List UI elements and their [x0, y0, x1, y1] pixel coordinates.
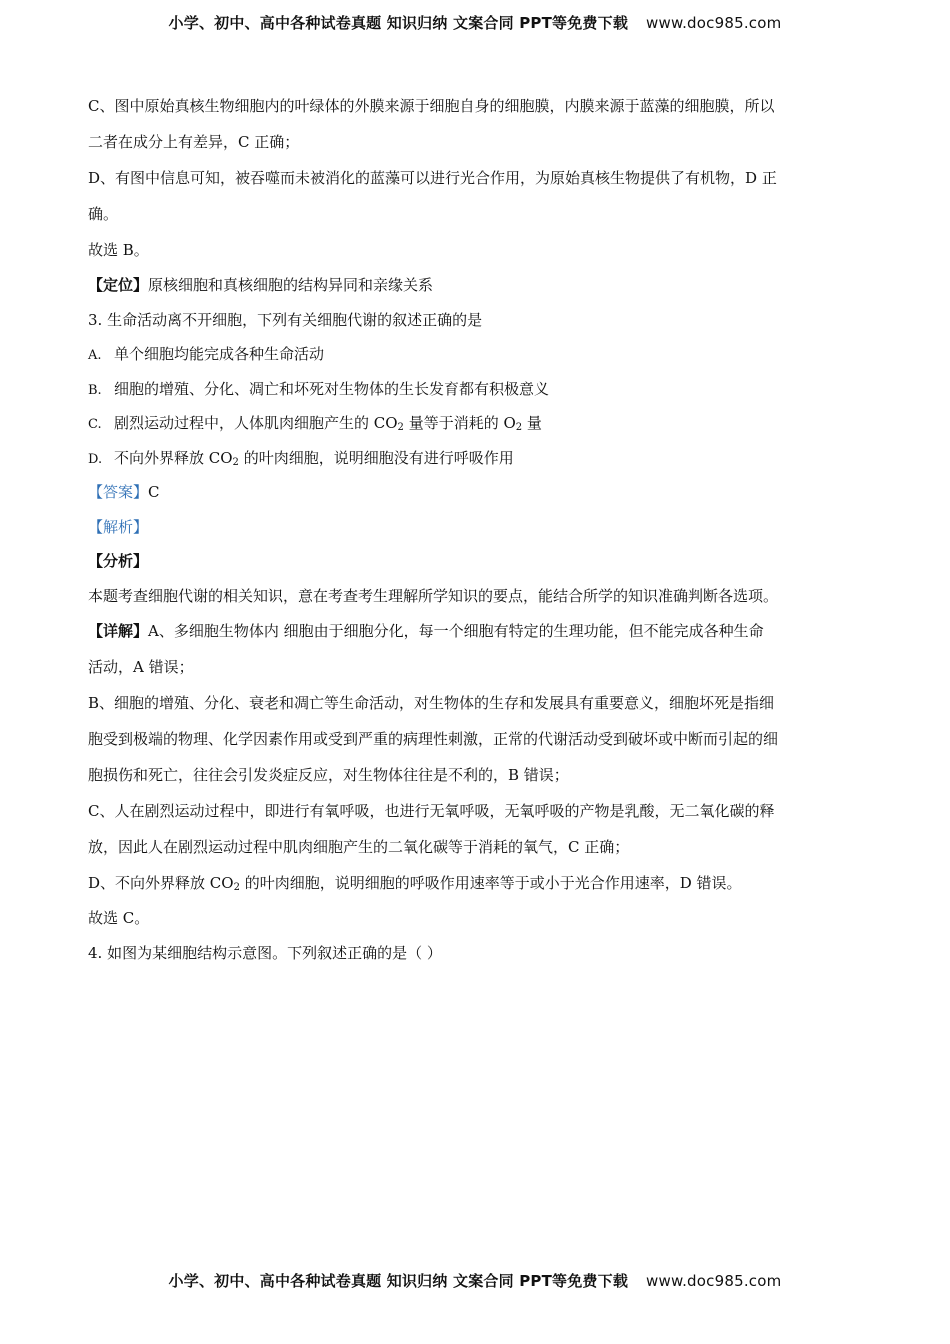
text-line: 本题考查细胞代谢的相关知识，意在考查考生理解所学知识的要点，能结合所学的知识准确判断各选项。	[88, 586, 779, 605]
answer-value: C	[148, 483, 160, 501]
text-line: 胞损伤和死亡，往往会引发炎症反应，对生物体往往是不利的，B 错误；	[88, 766, 569, 784]
text-line: 故选 B。	[88, 241, 149, 259]
footer-banner-url[interactable]: www.doc985.com	[646, 1272, 782, 1290]
text-line: C、人在剧烈运动过程中，即进行有氧呼吸，也进行无氧呼吸，无氧呼吸的产物是乳酸，无二氧化碳的释	[88, 802, 775, 820]
text-line: 胞受到极端的物理、化学因素作用或受到严重的病理性刺激，正常的代谢活动受到破坏或中断而引起的细	[88, 730, 779, 748]
option-c	[88, 406, 863, 441]
location-text: 原核细胞和真核细胞的结构异同和亲缘关系	[148, 276, 434, 294]
option-c-text-b: 量等于消耗的 O	[403, 414, 516, 432]
header-banner-text: 小学、初中、高中各种试卷真题 知识归纳 文案合同 PPT等免费下载	[168, 14, 629, 32]
subscript: 2	[397, 422, 404, 433]
option-c-text-a: 剧烈运动过程中，人体肌肉细胞产生的 CO	[114, 414, 398, 432]
option-c-letter: C.	[88, 417, 102, 432]
option-b-text: 细胞的增殖、分化、凋亡和坏死对生物体的生长发育都有积极意义	[114, 379, 550, 398]
text-line-co2	[88, 865, 863, 901]
location-label: 【定位】	[88, 276, 149, 294]
detail-label: 【详解】	[88, 622, 149, 640]
subscript: 2	[233, 882, 240, 893]
answer-label: 【答案】	[88, 483, 149, 501]
text-line: B、细胞的增殖、分化、衰老和凋亡等生命活动，对生物体的生存和发展具有重要意义，细胞坏死是指细	[88, 694, 775, 712]
detail-text: A、多细胞生物体内 细胞由于细胞分化，每一个细胞有特定的生理功能，但不能完成各种生命	[148, 622, 764, 640]
text-line: D、有图中信息可知，被吞噬而未被消化的蓝藻可以进行光合作用，为原始真核生物提供了有机物，D 正	[88, 169, 777, 187]
text-segment: 的叶肉细胞，说明细胞的呼吸作用速率等于或小于光合作用速率，D 错误。	[239, 874, 742, 892]
option-d-text-b: 的叶肉细胞，说明细胞没有进行呼吸作用	[238, 448, 514, 467]
option-b	[88, 372, 863, 407]
footer-banner	[0, 1270, 950, 1291]
header-banner	[0, 12, 950, 33]
option-a-letter: A.	[88, 348, 102, 363]
detail-line	[88, 613, 863, 649]
question-4: 4. 如图为某细胞结构示意图。下列叙述正确的是（ ）	[88, 943, 442, 962]
text-line: C、图中原始真核生物细胞内的叶绿体的外膜来源于细胞自身的细胞膜，内膜来源于蓝藻的细胞膜，所以	[88, 97, 775, 115]
question-3: 3. 生命活动离不开细胞，下列有关细胞代谢的叙述正确的是	[88, 310, 483, 329]
option-a-text: 单个细胞均能完成各种生命活动	[114, 345, 325, 363]
footer-banner-text: 小学、初中、高中各种试卷真题 知识归纳 文案合同 PPT等免费下载	[168, 1272, 629, 1290]
option-d	[88, 441, 863, 476]
option-b-letter: B.	[88, 382, 102, 398]
text-line: 故选 C。	[88, 909, 150, 927]
text-line: 放，因此人在剧烈运动过程中肌肉细胞产生的二氧化碳等于消耗的氧气，C 正确；	[88, 838, 630, 856]
option-d-text-a: 不向外界释放 CO	[114, 448, 233, 467]
text-segment: D、不向外界释放 CO	[88, 874, 234, 892]
text-line: 二者在成分上有差异，C 正确；	[88, 133, 300, 151]
text-line: 确。	[88, 205, 119, 223]
analysis-label: 【解析】	[88, 517, 149, 536]
subscript: 2	[515, 422, 523, 433]
subscript: 2	[232, 456, 239, 468]
option-c-text-c: 量	[522, 414, 542, 432]
option-a	[88, 337, 863, 372]
text-line: 活动，A 错误；	[88, 658, 194, 676]
answer-line	[88, 475, 863, 510]
location-line	[88, 268, 863, 303]
fenxi-label: 【分析】	[88, 552, 149, 570]
option-d-letter: D.	[88, 451, 103, 467]
header-banner-url[interactable]: www.doc985.com	[646, 14, 782, 32]
document-body	[88, 88, 863, 970]
